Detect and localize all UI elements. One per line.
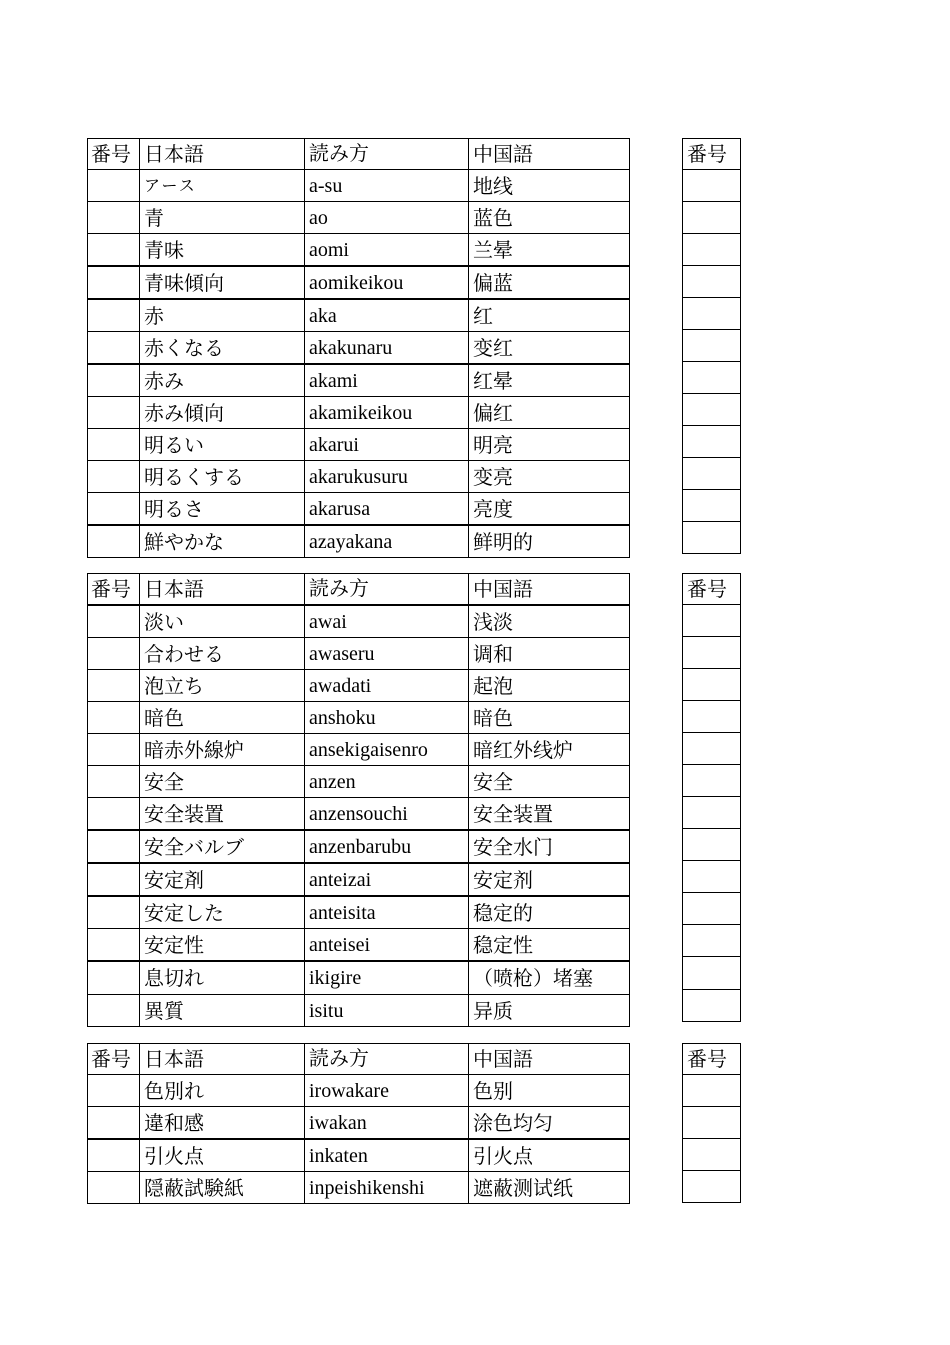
header-reading: 読み方 xyxy=(305,574,469,606)
table-row xyxy=(88,234,630,267)
header-number: 番号 xyxy=(683,139,741,170)
table-row xyxy=(88,929,630,962)
reading-cell: akamikeikou xyxy=(305,397,469,429)
number-cell xyxy=(683,669,741,701)
header-japanese: 日本語 xyxy=(140,1044,305,1075)
table-row xyxy=(88,1139,630,1172)
japanese-cell: 異質 xyxy=(140,995,305,1027)
reading-cell: a-su xyxy=(305,170,469,202)
table-row xyxy=(88,332,630,365)
japanese-cell: 安全 xyxy=(140,766,305,798)
japanese-cell: 青 xyxy=(140,202,305,234)
japanese-cell: 暗色 xyxy=(140,702,305,734)
table-header-row xyxy=(88,1044,630,1075)
header-japanese: 日本語 xyxy=(140,574,305,606)
chinese-cell: 安全 xyxy=(469,766,630,798)
table-row xyxy=(88,170,630,202)
table-row xyxy=(88,364,630,397)
number-cell xyxy=(683,490,741,522)
japanese-cell: 合わせる xyxy=(140,638,305,670)
number-cell xyxy=(683,362,741,394)
table-row xyxy=(683,1139,741,1171)
table-row xyxy=(88,1075,630,1107)
chinese-cell: 变亮 xyxy=(469,461,630,493)
number-cell xyxy=(683,990,741,1022)
number-cell xyxy=(683,733,741,765)
reading-cell: azayakana xyxy=(305,525,469,558)
number-cell xyxy=(88,332,140,365)
table-row xyxy=(683,605,741,637)
number-cell xyxy=(88,170,140,202)
reading-cell: anshoku xyxy=(305,702,469,734)
table-row xyxy=(683,637,741,669)
reading-cell: akami xyxy=(305,364,469,397)
number-cell xyxy=(88,234,140,267)
header-number: 番号 xyxy=(88,1044,140,1075)
header-number: 番号 xyxy=(683,574,741,605)
table-row xyxy=(88,896,630,929)
chinese-cell: 稳定性 xyxy=(469,929,630,962)
table-row xyxy=(88,461,630,493)
japanese-cell: 安定性 xyxy=(140,929,305,962)
chinese-cell: 兰晕 xyxy=(469,234,630,267)
number-cell xyxy=(88,995,140,1027)
header-japanese: 日本語 xyxy=(140,139,305,170)
glossary-table-1 xyxy=(87,138,630,558)
table-row xyxy=(88,429,630,461)
table-row xyxy=(683,458,741,490)
table-row xyxy=(683,298,741,330)
table-row xyxy=(88,702,630,734)
number-cell xyxy=(683,893,741,925)
number-cell xyxy=(88,461,140,493)
reading-cell: akakunaru xyxy=(305,332,469,365)
reading-cell: aka xyxy=(305,299,469,332)
number-cell xyxy=(88,525,140,558)
reading-cell: awaseru xyxy=(305,638,469,670)
japanese-cell: 青味 xyxy=(140,234,305,267)
number-cell xyxy=(88,734,140,766)
chinese-cell: 鲜明的 xyxy=(469,525,630,558)
table-row xyxy=(88,202,630,234)
header-reading: 読み方 xyxy=(305,1044,469,1075)
table-row xyxy=(683,861,741,893)
chinese-cell: 调和 xyxy=(469,638,630,670)
japanese-cell: 安全装置 xyxy=(140,798,305,831)
reading-cell: anzen xyxy=(305,766,469,798)
chinese-cell: 亮度 xyxy=(469,493,630,526)
header-chinese: 中国語 xyxy=(469,1044,630,1075)
table-row xyxy=(88,525,630,558)
japanese-cell: 赤くなる xyxy=(140,332,305,365)
table-row xyxy=(88,1172,630,1204)
japanese-cell: 淡い xyxy=(140,605,305,638)
number-cell xyxy=(88,397,140,429)
number-cell xyxy=(88,961,140,995)
table-row xyxy=(88,397,630,429)
number-cell xyxy=(683,426,741,458)
table-row xyxy=(88,766,630,798)
header-number: 番号 xyxy=(88,139,140,170)
table-row xyxy=(683,202,741,234)
table-row xyxy=(88,670,630,702)
number-cell xyxy=(683,829,741,861)
header-reading: 読み方 xyxy=(305,139,469,170)
number-cell xyxy=(88,429,140,461)
table-row xyxy=(88,299,630,332)
table-header-row xyxy=(683,1044,741,1075)
japanese-cell: 明るさ xyxy=(140,493,305,526)
reading-cell: inpeishikenshi xyxy=(305,1172,469,1204)
reading-cell: akarukusuru xyxy=(305,461,469,493)
number-column-3 xyxy=(682,1043,741,1203)
table-row xyxy=(683,394,741,426)
table-row xyxy=(683,957,741,990)
chinese-cell: 稳定的 xyxy=(469,896,630,929)
table-row xyxy=(88,1107,630,1140)
japanese-cell: 赤み傾向 xyxy=(140,397,305,429)
table-row xyxy=(683,669,741,701)
chinese-cell: 引火点 xyxy=(469,1139,630,1172)
chinese-cell: 色别 xyxy=(469,1075,630,1107)
number-cell xyxy=(88,702,140,734)
number-cell xyxy=(88,605,140,638)
number-cell xyxy=(683,765,741,797)
number-cell xyxy=(683,522,741,554)
japanese-cell: 安定した xyxy=(140,896,305,929)
table-row xyxy=(683,701,741,733)
number-column-2 xyxy=(682,573,741,1022)
table-header-row xyxy=(683,139,741,170)
glossary-table-3 xyxy=(87,1043,630,1204)
reading-cell: anzensouchi xyxy=(305,798,469,831)
chinese-cell: 遮蔽测试纸 xyxy=(469,1172,630,1204)
chinese-cell: 安全水门 xyxy=(469,830,630,863)
number-cell xyxy=(88,1107,140,1140)
reading-cell: anteisita xyxy=(305,896,469,929)
number-cell xyxy=(683,957,741,990)
chinese-cell: 地线 xyxy=(469,170,630,202)
table-row xyxy=(683,990,741,1022)
table-row xyxy=(88,638,630,670)
table-row xyxy=(683,330,741,362)
number-cell xyxy=(683,701,741,733)
number-cell xyxy=(88,202,140,234)
number-cell xyxy=(683,605,741,637)
chinese-cell: 暗色 xyxy=(469,702,630,734)
reading-cell: ansekigaisenro xyxy=(305,734,469,766)
number-cell xyxy=(88,670,140,702)
reading-cell: awai xyxy=(305,605,469,638)
japanese-cell: 隠蔽試験紙 xyxy=(140,1172,305,1204)
table-header-row xyxy=(683,574,741,605)
number-cell xyxy=(683,458,741,490)
table-row xyxy=(683,266,741,298)
table-row xyxy=(683,829,741,861)
number-cell xyxy=(88,896,140,929)
number-cell xyxy=(683,1139,741,1171)
table-row xyxy=(88,995,630,1027)
japanese-cell: 明るくする xyxy=(140,461,305,493)
table-row xyxy=(683,925,741,957)
japanese-cell: 赤み xyxy=(140,364,305,397)
reading-cell: anzenbarubu xyxy=(305,830,469,863)
number-cell xyxy=(88,266,140,299)
chinese-cell: （喷枪）堵塞 xyxy=(469,961,630,995)
table-row xyxy=(683,362,741,394)
chinese-cell: 涂色均匀 xyxy=(469,1107,630,1140)
chinese-cell: 偏红 xyxy=(469,397,630,429)
japanese-cell: 色別れ xyxy=(140,1075,305,1107)
chinese-cell: 红晕 xyxy=(469,364,630,397)
number-cell xyxy=(683,330,741,362)
chinese-cell: 异质 xyxy=(469,995,630,1027)
reading-cell: akarui xyxy=(305,429,469,461)
chinese-cell: 红 xyxy=(469,299,630,332)
number-cell xyxy=(683,1171,741,1203)
table-row xyxy=(683,733,741,765)
japanese-cell: 違和感 xyxy=(140,1107,305,1140)
japanese-cell: 鮮やかな xyxy=(140,525,305,558)
japanese-cell: 赤 xyxy=(140,299,305,332)
number-cell xyxy=(683,1075,741,1107)
number-cell xyxy=(88,1172,140,1204)
table-row xyxy=(88,961,630,995)
japanese-cell: 安定剤 xyxy=(140,863,305,896)
reading-cell: aomikeikou xyxy=(305,266,469,299)
table-row xyxy=(683,893,741,925)
number-cell xyxy=(88,299,140,332)
number-cell xyxy=(683,234,741,266)
table-row xyxy=(88,266,630,299)
header-chinese: 中国語 xyxy=(469,574,630,606)
reading-cell: awadati xyxy=(305,670,469,702)
table-row xyxy=(88,734,630,766)
table-row xyxy=(683,1171,741,1203)
reading-cell: anteisei xyxy=(305,929,469,962)
number-cell xyxy=(88,493,140,526)
table-row xyxy=(683,797,741,829)
chinese-cell: 安全装置 xyxy=(469,798,630,831)
japanese-cell: 泡立ち xyxy=(140,670,305,702)
header-chinese: 中国語 xyxy=(469,139,630,170)
table-row xyxy=(88,493,630,526)
number-cell xyxy=(683,1107,741,1139)
japanese-cell: 青味傾向 xyxy=(140,266,305,299)
number-cell xyxy=(683,861,741,893)
reading-cell: ikigire xyxy=(305,961,469,995)
reading-cell: isitu xyxy=(305,995,469,1027)
reading-cell: ao xyxy=(305,202,469,234)
number-cell xyxy=(88,863,140,896)
number-cell xyxy=(88,1075,140,1107)
japanese-cell: 暗赤外線炉 xyxy=(140,734,305,766)
reading-cell: anteizai xyxy=(305,863,469,896)
japanese-cell: 明るい xyxy=(140,429,305,461)
number-cell xyxy=(88,766,140,798)
number-cell xyxy=(683,170,741,202)
japanese-cell: 息切れ xyxy=(140,961,305,995)
number-cell xyxy=(88,798,140,831)
glossary-table-2 xyxy=(87,573,630,1027)
number-cell xyxy=(88,1139,140,1172)
table-row xyxy=(88,830,630,863)
number-cell xyxy=(683,266,741,298)
table-row xyxy=(683,1107,741,1139)
chinese-cell: 浅淡 xyxy=(469,605,630,638)
reading-cell: iwakan xyxy=(305,1107,469,1140)
reading-cell: aomi xyxy=(305,234,469,267)
header-number: 番号 xyxy=(683,1044,741,1075)
table-row xyxy=(88,863,630,896)
header-number: 番号 xyxy=(88,574,140,606)
japanese-cell: 安全バルブ xyxy=(140,830,305,863)
number-cell xyxy=(683,925,741,957)
reading-cell: irowakare xyxy=(305,1075,469,1107)
number-cell xyxy=(683,637,741,669)
chinese-cell: 起泡 xyxy=(469,670,630,702)
chinese-cell: 蓝色 xyxy=(469,202,630,234)
table-row xyxy=(683,765,741,797)
table-row xyxy=(88,605,630,638)
chinese-cell: 变红 xyxy=(469,332,630,365)
chinese-cell: 安定剂 xyxy=(469,863,630,896)
table-header-row xyxy=(88,139,630,170)
number-cell xyxy=(683,298,741,330)
number-cell xyxy=(88,929,140,962)
table-row xyxy=(88,798,630,831)
number-cell xyxy=(683,797,741,829)
reading-cell: akarusa xyxy=(305,493,469,526)
table-row xyxy=(683,426,741,458)
table-header-row xyxy=(88,574,630,606)
japanese-cell: 引火点 xyxy=(140,1139,305,1172)
number-cell xyxy=(683,202,741,234)
chinese-cell: 明亮 xyxy=(469,429,630,461)
chinese-cell: 偏蓝 xyxy=(469,266,630,299)
japanese-cell: アース xyxy=(140,170,305,202)
number-cell xyxy=(88,830,140,863)
number-column-1 xyxy=(682,138,741,554)
table-row xyxy=(683,1075,741,1107)
table-row xyxy=(683,234,741,266)
number-cell xyxy=(683,394,741,426)
reading-cell: inkaten xyxy=(305,1139,469,1172)
number-cell xyxy=(88,364,140,397)
chinese-cell: 暗红外线炉 xyxy=(469,734,630,766)
number-cell xyxy=(88,638,140,670)
table-row xyxy=(683,170,741,202)
table-row xyxy=(683,490,741,522)
table-row xyxy=(683,522,741,554)
